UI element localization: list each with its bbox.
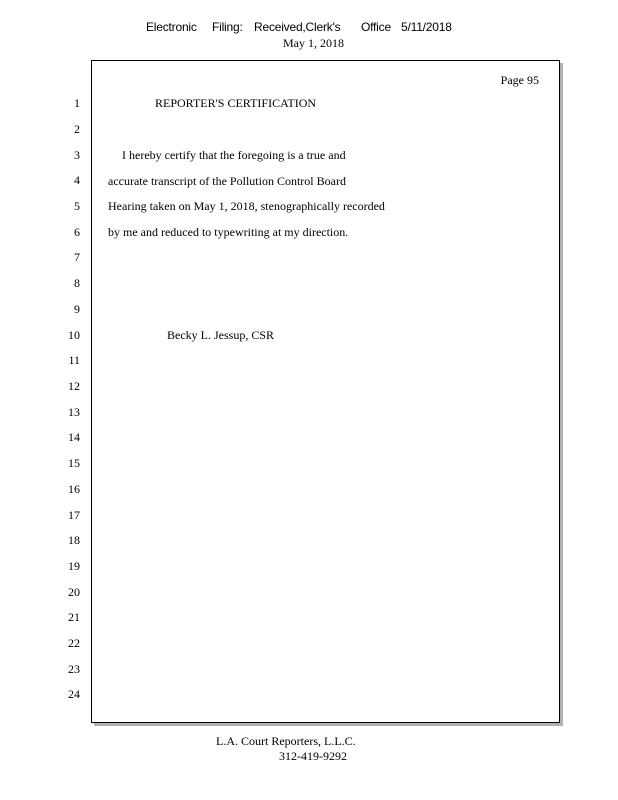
line-number: 21 — [68, 610, 80, 624]
line-number: 20 — [68, 585, 80, 599]
line-number: 4 — [74, 173, 80, 187]
line-number: 11 — [68, 353, 80, 367]
transcript-line-4: accurate transcript of the Pollution Control Board — [108, 174, 346, 188]
line-number: 3 — [74, 148, 80, 162]
line-number: 13 — [68, 405, 80, 419]
footer-phone-number: 312-419-9292 — [279, 749, 347, 763]
line-number: 17 — [68, 508, 80, 522]
transcript-line-6: by me and reduced to typewriting at my direction. — [108, 225, 349, 239]
line-number: 15 — [68, 456, 80, 470]
line-number: 7 — [74, 250, 80, 264]
hearing-date: May 1, 2018 — [283, 36, 344, 50]
filing-stamp-word: Office — [361, 20, 391, 34]
certification-title: REPORTER'S CERTIFICATION — [155, 96, 317, 110]
line-number: 9 — [74, 302, 80, 316]
line-number: 6 — [74, 225, 80, 239]
line-number: 19 — [68, 559, 80, 573]
line-number: 18 — [68, 533, 80, 547]
line-number: 22 — [68, 636, 80, 650]
line-number: 14 — [68, 430, 80, 444]
transcript-page — [91, 60, 560, 723]
filing-stamp-word: Received,Clerk's — [254, 20, 341, 34]
line-number: 10 — [68, 328, 80, 342]
line-number: 12 — [68, 379, 80, 393]
filing-stamp-header — [146, 20, 452, 34]
line-number: 8 — [74, 276, 80, 290]
filing-stamp-word: Electronic — [146, 20, 197, 34]
filing-stamp-word: Filing: — [212, 20, 243, 34]
line-number: 2 — [74, 122, 80, 136]
transcript-line-5: Hearing taken on May 1, 2018, stenographically recorded — [108, 199, 385, 213]
line-number: 5 — [74, 199, 80, 213]
line-number: 23 — [68, 662, 80, 676]
footer-company-name: L.A. Court Reporters, L.L.C. — [216, 734, 356, 748]
line-number: 16 — [68, 482, 80, 496]
transcript-line-3: I hereby certify that the foregoing is a true and — [122, 148, 346, 162]
page-number: Page 95 — [500, 73, 539, 87]
filing-stamp-date: 5/11/2018 — [401, 20, 452, 34]
line-number: 1 — [74, 96, 80, 110]
line-number: 24 — [68, 687, 80, 701]
reporter-signature: Becky L. Jessup, CSR — [167, 328, 275, 342]
